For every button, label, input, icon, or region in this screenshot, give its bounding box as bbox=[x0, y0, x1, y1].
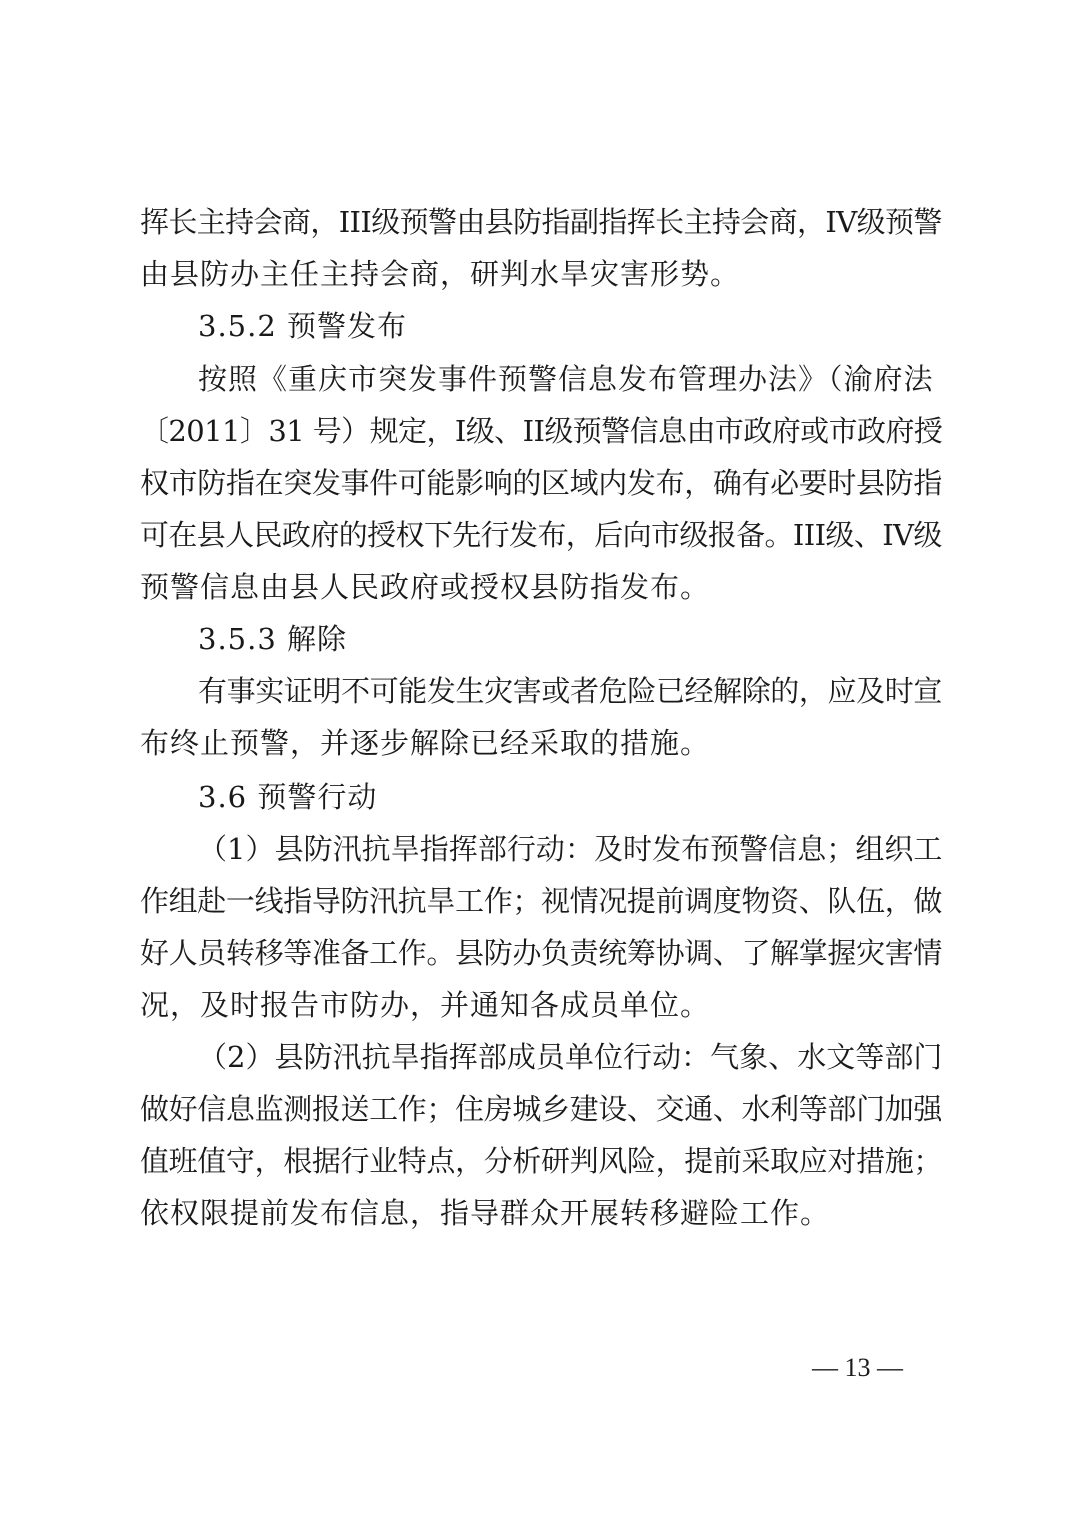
text-line: 有事实证明不可能发生灾害或者危险已经解除的，应及时宣 bbox=[198, 674, 943, 708]
section-heading-3-6: 3.6 预警行动 bbox=[198, 780, 378, 814]
text-line: 况，及时报告市防办，并通知各成员单位。 bbox=[140, 988, 711, 1022]
text-line: 预警信息由县人民政府或授权县防指发布。 bbox=[140, 570, 711, 604]
section-heading-3-5-3: 3.5.3 解除 bbox=[198, 622, 348, 656]
text-line: 作组赴一线指导防汛抗旱工作；视情况提前调度物资、队伍，做 bbox=[140, 884, 943, 918]
text-line: 依权限提前发布信息，指导群众开展转移避险工作。 bbox=[140, 1196, 831, 1230]
page-number: — 13 — bbox=[812, 1353, 903, 1382]
text-line: 布终止预警，并逐步解除已经采取的措施。 bbox=[140, 726, 711, 760]
text-line: 按照《重庆市突发事件预警信息发布管理办法》（渝府法 bbox=[198, 362, 934, 396]
text-line: （2）县防汛抗旱指挥部成员单位行动：气象、水文等部门 bbox=[198, 1040, 943, 1074]
text-line: 好人员转移等准备工作。县防办负责统筹协调、了解掌握灾害情 bbox=[140, 936, 943, 970]
text-line: 值班值守，根据行业特点，分析研判风险，提前采取应对措施； bbox=[140, 1144, 943, 1178]
text-line: （1）县防汛抗旱指挥部行动：及时发布预警信息；组织工 bbox=[198, 832, 943, 866]
text-line: 〔2011〕31 号）规定，I级、II级预警信息由市政府或市政府授 bbox=[140, 414, 943, 448]
text-line: 权市防指在突发事件可能影响的区域内发布，确有必要时县防指 bbox=[140, 466, 943, 500]
text-line: 由县防办主任主持会商，研判水旱灾害形势。 bbox=[140, 257, 741, 291]
text-line: 做好信息监测报送工作；住房城乡建设、交通、水利等部门加强 bbox=[140, 1092, 943, 1126]
section-heading-3-5-2: 3.5.2 预警发布 bbox=[198, 309, 408, 343]
text-line: 挥长主持会商，III级预警由县防指副指挥长主持会商，IV级预警 bbox=[140, 205, 942, 239]
text-line: 可在县人民政府的授权下先行发布，后向市级报备。III级、IV级 bbox=[140, 518, 942, 552]
